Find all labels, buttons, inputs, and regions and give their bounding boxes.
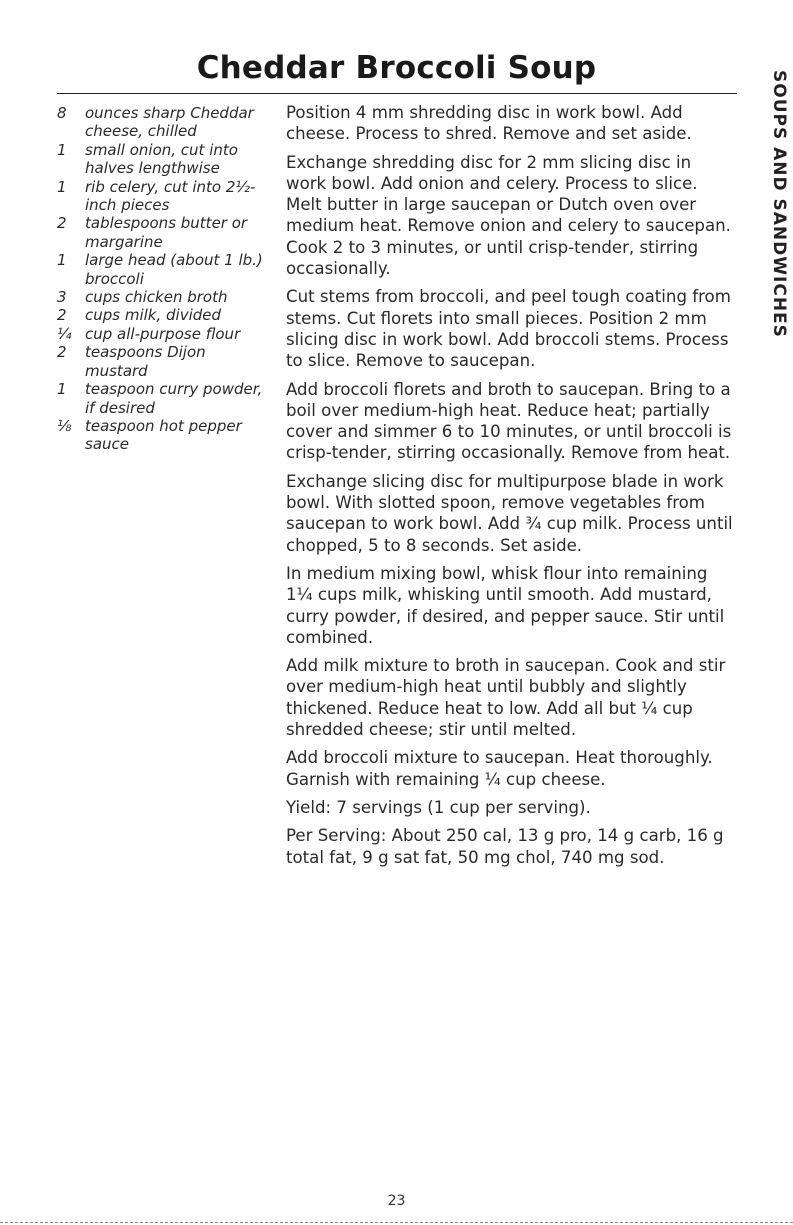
method-step: Exchange slicing disc for multipurpose blade in work bowl. With slotted spoon, remove vegetables from saucepan to work bowl. Add ¾ cup milk. Process until chopped, 5 to 8 seconds. Set aside.	[286, 471, 733, 555]
ingredient-quantity: 1	[57, 140, 67, 159]
ingredient-quantity: 1	[57, 177, 67, 196]
nutrition-text: Per Serving: About 250 cal, 13 g pro, 14 g carb, 16 g total fat, 9 g sat fat, 50 mg chol, 740 mg sod.	[286, 826, 724, 867]
ingredient-text: ounces sharp Cheddar cheese, chilled	[85, 104, 254, 141]
ingredient-list	[57, 104, 272, 454]
ingredient-text: teaspoons Dijon mustard	[85, 343, 206, 380]
ingredient-item	[57, 417, 272, 454]
ingredient-item	[57, 288, 272, 306]
ingredient-text: small onion, cut into halves lengthwise	[85, 140, 238, 178]
ingredient-text: teaspoon hot pepper sauce	[85, 416, 242, 454]
ingredient-text: large head (about 1 lb.) broccoli	[85, 251, 263, 288]
yield-text: Yield: 7 servings (1 cup per serving).	[286, 797, 591, 817]
ingredient-quantity: ⅛	[57, 416, 72, 435]
ingredient-quantity: 3	[57, 288, 67, 307]
ingredient-quantity: 2	[57, 343, 67, 362]
ingredient-text: cups milk, divided	[85, 306, 222, 325]
ingredient-text: cup all-purpose flour	[85, 324, 241, 343]
ingredient-text: cups chicken broth	[85, 288, 228, 307]
ingredient-item	[57, 214, 272, 251]
ingredient-quantity: 2	[57, 306, 67, 325]
ingredient-quantity: 1	[57, 251, 67, 270]
method-step: Add broccoli florets and broth to saucepan. Bring to a boil over medium-high heat. Reduce heat; partially cover and simmer 6 to 10 minutes, or until broccoli is crisp-tender, stirring occasionally. Remove from heat.	[286, 379, 732, 463]
ingredient-quantity: 1	[57, 380, 67, 399]
ingredient-quantity: 2	[57, 214, 67, 233]
ingredient-item	[57, 178, 272, 215]
method-step: Cut stems from broccoli, and peel tough coating from stems. Cut florets into small pieces. Position 2 mm slicing disc in work bowl. Add broccoli stems. Process to slice. Remove to saucepan.	[286, 287, 731, 371]
method-step: Exchange shredding disc for 2 mm slicing disc in work bowl. Add onion and celery. Process to slice. Melt butter in large saucepan or Dutch oven over medium heat. Remove onion and celery to saucepan. Cook 2 to 3 minutes, or until crisp-tender, stirring occasionally.	[286, 152, 731, 279]
section-side-tab: SOUPS AND SANDWICHES	[769, 70, 789, 338]
ingredient-text: teaspoon curry powder, if desired	[85, 380, 263, 417]
ingredient-item	[57, 325, 272, 343]
ingredient-text: rib celery, cut into 2½-inch pieces	[85, 177, 256, 215]
title-divider	[57, 93, 737, 94]
method-step: Add milk mixture to broth in saucepan. Cook and stir over medium-high heat until bubbly and slightly thickened. Reduce heat to low. Add all but ¼ cup shredded cheese; stir until melted.	[286, 656, 726, 740]
method-step: Add broccoli mixture to saucepan. Heat thoroughly. Garnish with remaining ¼ cup cheese.	[286, 748, 713, 789]
ingredient-item	[57, 251, 272, 288]
ingredient-item	[57, 306, 272, 324]
recipe-title: Cheddar Broccoli Soup	[196, 50, 597, 86]
ingredient-text: tablespoons butter or margarine	[85, 214, 248, 251]
method-step: In medium mixing bowl, whisk flour into remaining 1¼ cups milk, whisking until smooth. Add mustard, curry powder, if desired, and pepper sauce. Stir until combined.	[286, 563, 725, 647]
method-step: Position 4 mm shredding disc in work bowl. Add cheese. Process to shred. Remove and set aside.	[286, 103, 692, 144]
ingredient-item	[57, 104, 272, 141]
ingredient-quantity: 8	[57, 104, 67, 122]
ingredient-quantity: ¼	[57, 324, 72, 343]
page-number: 23	[387, 1193, 406, 1209]
ingredient-item	[57, 380, 272, 417]
ingredient-item	[57, 141, 272, 178]
page-bottom-edge	[0, 1222, 793, 1223]
ingredient-item	[57, 343, 272, 380]
method-steps	[286, 102, 736, 875]
